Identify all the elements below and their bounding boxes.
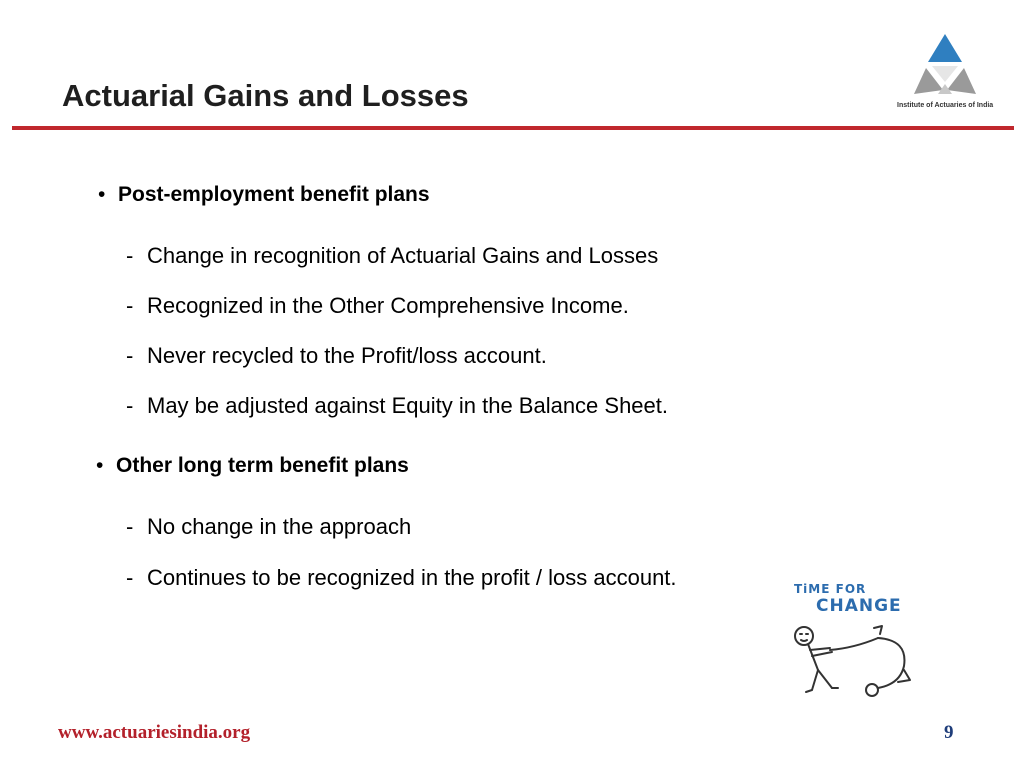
dash-marker: - [126, 565, 134, 590]
dash-marker: - [126, 514, 134, 539]
dash-marker: - [126, 393, 134, 418]
logo-caption: Institute of Actuaries of India [897, 102, 994, 109]
time-for-change-illustration [782, 578, 922, 708]
section-heading-text: Post-employment benefit plans [118, 183, 430, 206]
section-heading-post-employment [98, 183, 430, 207]
bullet-dot: • [98, 183, 106, 206]
illustration-text-line2: CHANGE [816, 596, 902, 616]
footer-website-link[interactable]: www.actuariesindia.org [58, 722, 251, 743]
sub-item [126, 343, 547, 369]
sub-item [126, 565, 677, 591]
bullet-dot: • [96, 454, 104, 477]
sub-item [126, 393, 668, 419]
section-heading-other-long-term [96, 454, 409, 478]
sub-item [126, 243, 658, 269]
sub-item-text: May be adjusted against Equity in the Balance Sheet. [147, 393, 669, 418]
sub-item-text: Continues to be recognized in the profit / loss account. [147, 565, 677, 590]
sub-item-text: Recognized in the Other Comprehensive Income. [147, 293, 629, 318]
section-heading-text: Other long term benefit plans [116, 454, 409, 477]
sub-item [126, 293, 629, 319]
time-for-change-stick-figure-icon [782, 578, 922, 708]
sub-item-text: Change in recognition of Actuarial Gains and Losses [147, 243, 659, 268]
institute-logo [897, 32, 993, 114]
sub-item [126, 514, 411, 540]
title-divider [12, 126, 1014, 130]
dash-marker: - [126, 343, 134, 368]
iai-triangle-logo-icon [912, 32, 978, 98]
dash-marker: - [126, 293, 134, 318]
sub-item-text: Never recycled to the Profit/loss account. [147, 343, 547, 368]
dash-marker: - [126, 243, 134, 268]
slide-title: Actuarial Gains and Losses [62, 78, 469, 113]
sub-item-text: No change in the approach [147, 514, 412, 539]
page-number: 9 [944, 722, 954, 743]
illustration-text-line1: TiME FOR [794, 582, 867, 596]
